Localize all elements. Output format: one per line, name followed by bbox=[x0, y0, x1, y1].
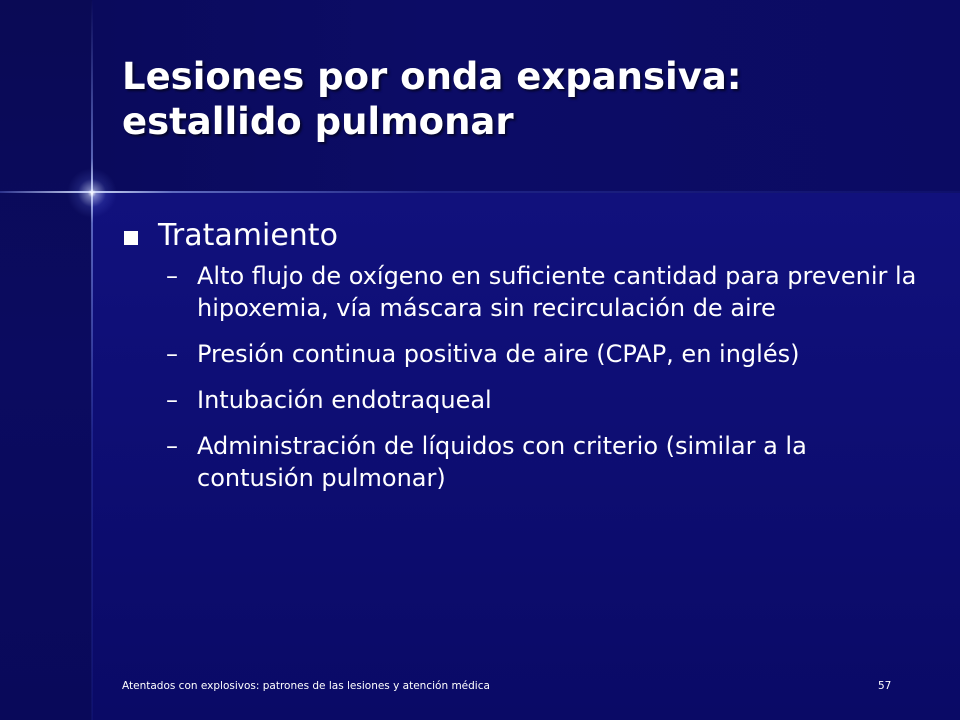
title-line-2: estallido pulmonar bbox=[122, 100, 514, 143]
sub-bullet-item bbox=[166, 260, 917, 324]
flare-horizontal-line bbox=[0, 191, 960, 193]
slide-content bbox=[122, 216, 917, 508]
bullet-tratamiento bbox=[122, 216, 912, 256]
bullet-label: Tratamiento bbox=[158, 218, 338, 253]
sub-bullet-item bbox=[166, 338, 917, 370]
slide-title bbox=[122, 54, 922, 144]
dash-bullet-icon: – bbox=[166, 432, 178, 460]
dash-bullet-icon: – bbox=[166, 386, 178, 414]
flare-glow bbox=[67, 168, 117, 218]
square-bullet-icon bbox=[124, 231, 138, 245]
sub-bullet-text: Intubación endotraqueal bbox=[197, 386, 492, 414]
sub-bullet-item bbox=[166, 430, 917, 494]
sub-bullet-text: Administración de líquidos con criterio (similar a la contusión pulmonar) bbox=[197, 432, 807, 492]
dash-bullet-icon: – bbox=[166, 340, 178, 368]
footer-text: Atentados con explosivos: patrones de las lesiones y atención médica bbox=[122, 680, 490, 692]
sub-bullet-list bbox=[166, 260, 917, 494]
sub-bullet-item bbox=[166, 384, 917, 416]
title-line-1: Lesiones por onda expansiva: bbox=[122, 55, 742, 98]
left-band bbox=[0, 0, 92, 720]
page-number: 57 bbox=[878, 680, 892, 692]
sub-bullet-text: Presión continua positiva de aire (CPAP, en inglés) bbox=[197, 340, 800, 368]
sub-bullet-text: Alto flujo de oxígeno en suficiente cantidad para prevenir la hipoxemia, vía máscara sin recirculación de aire bbox=[197, 262, 917, 322]
dash-bullet-icon: – bbox=[166, 262, 178, 290]
flare-vertical-line bbox=[91, 0, 93, 720]
